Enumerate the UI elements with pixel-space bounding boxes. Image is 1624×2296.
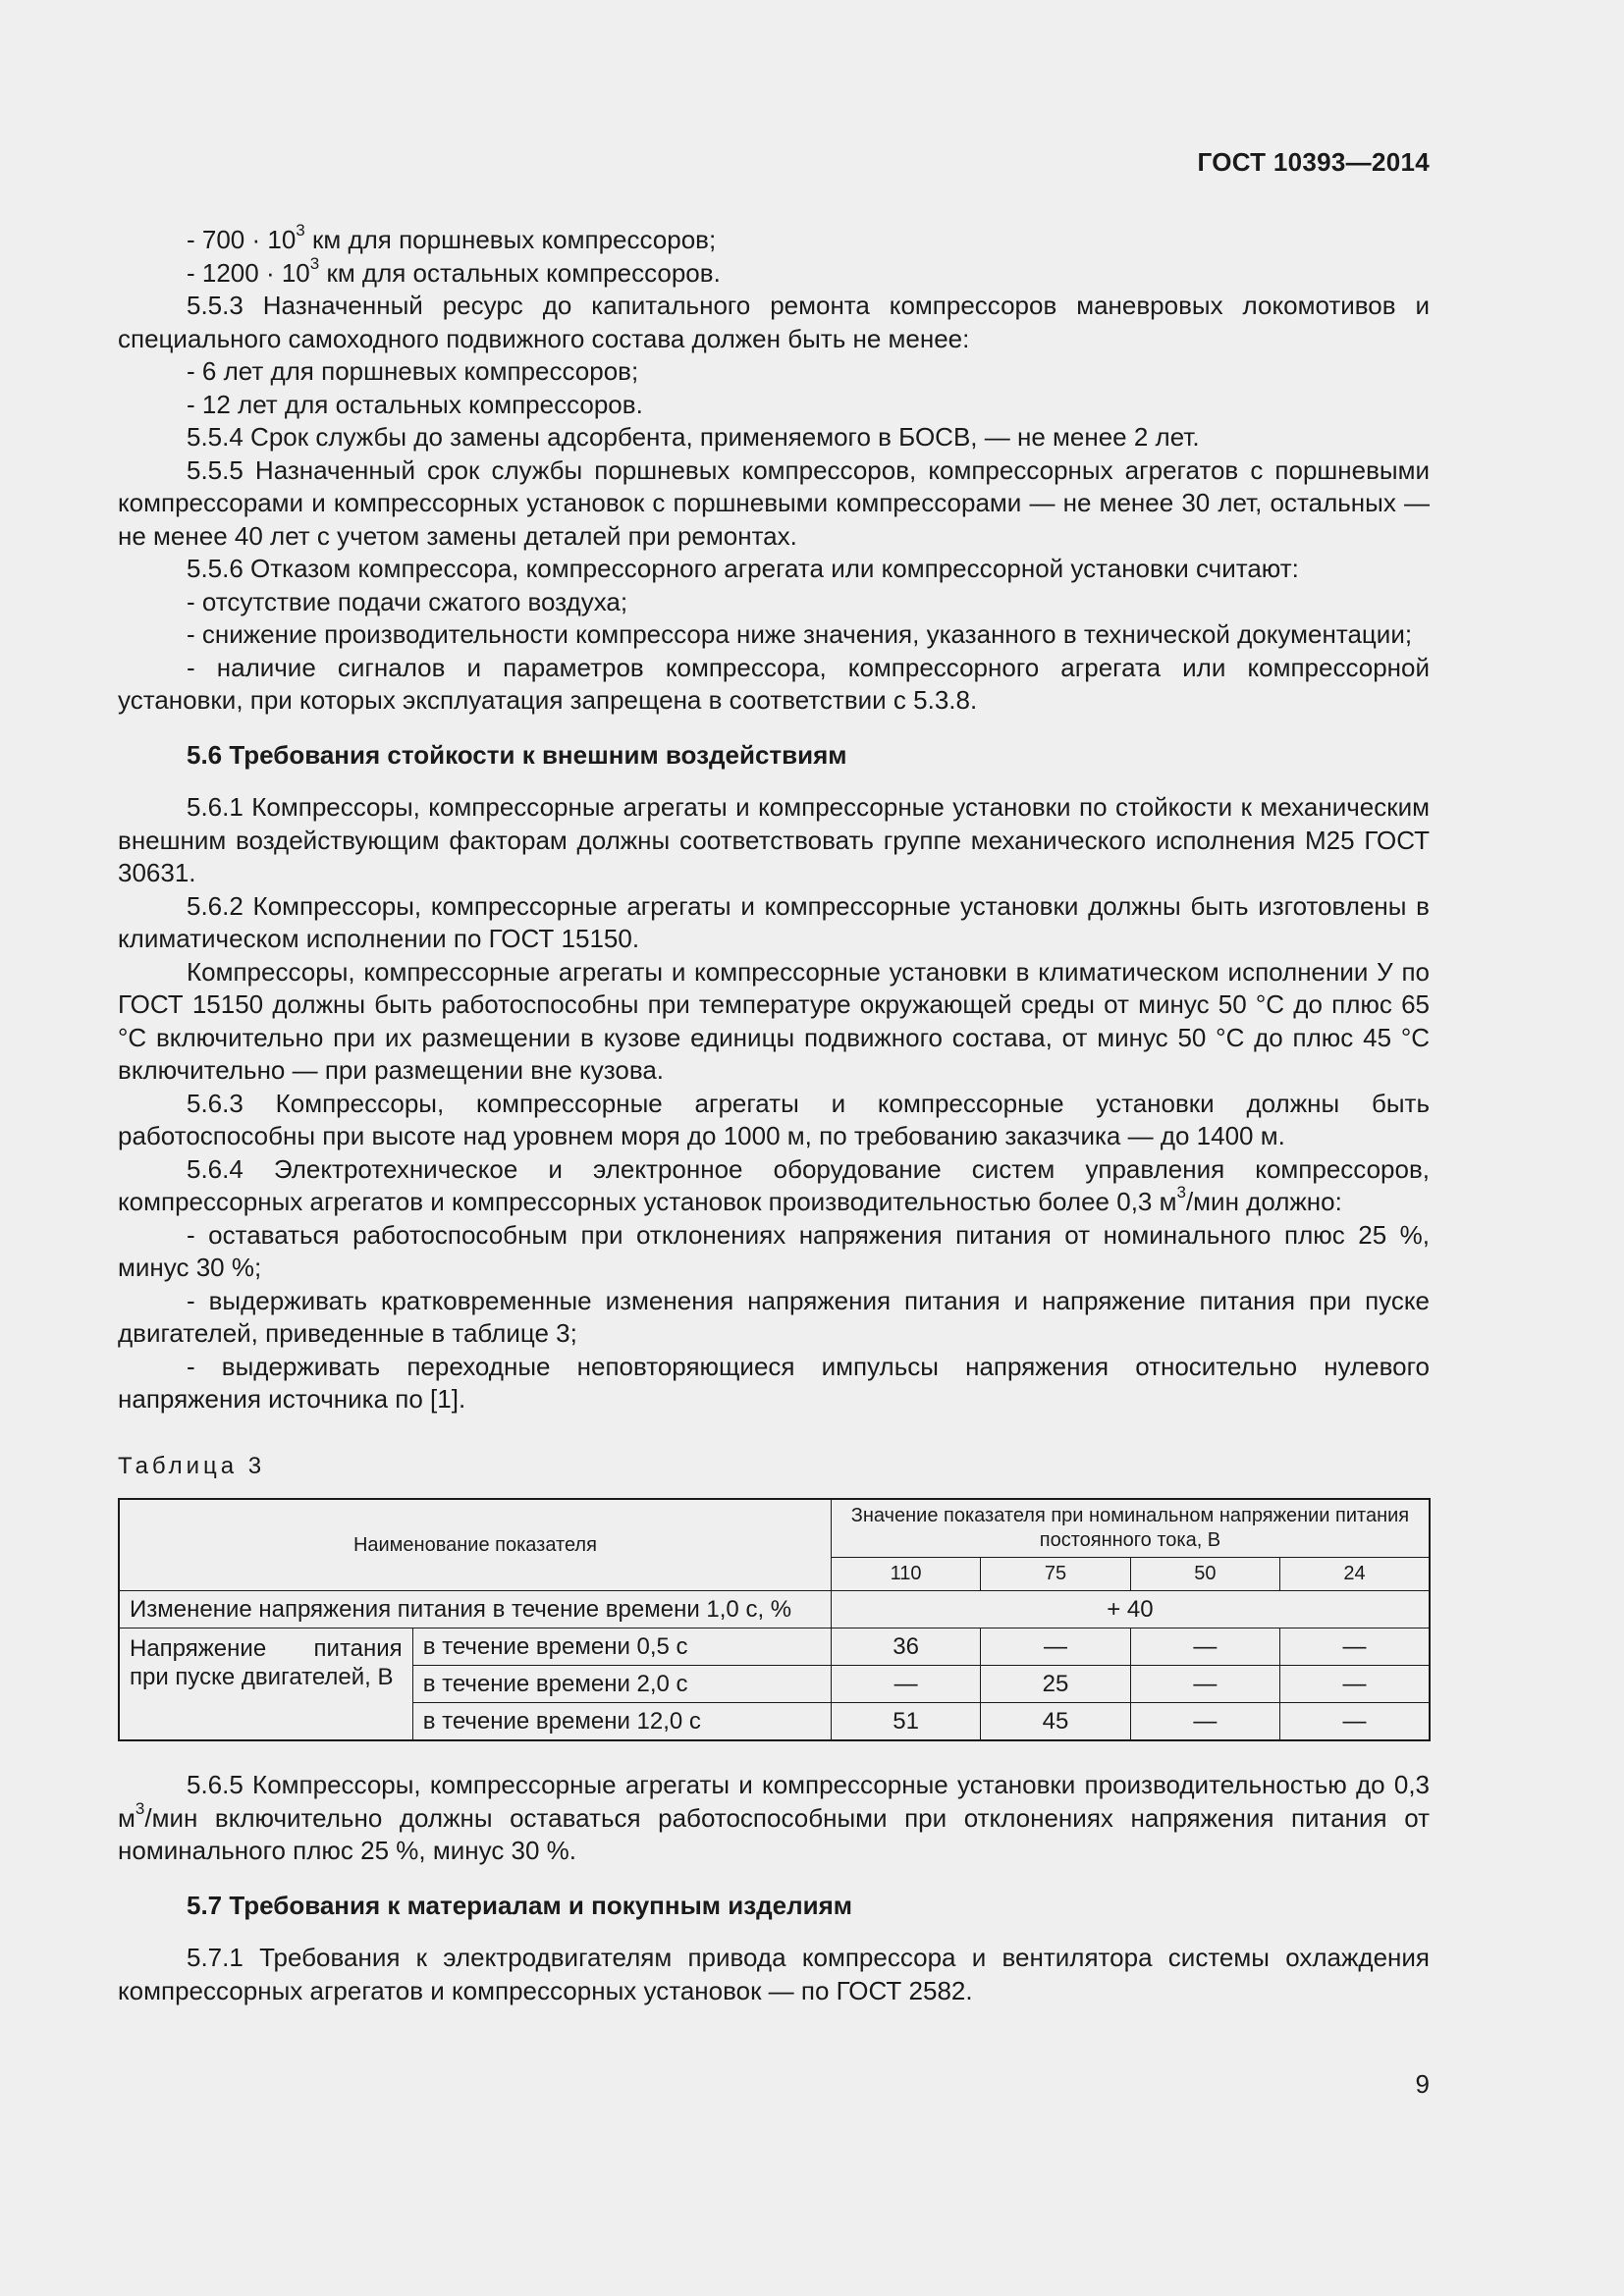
table-row — [119, 1629, 1430, 1666]
cell-value: — — [1130, 1703, 1279, 1741]
cell-value: — — [1130, 1629, 1279, 1666]
row-label: в течение времени 12,0 с — [412, 1703, 831, 1741]
cell-value: + 40 — [831, 1591, 1430, 1629]
row-group-label: Напряжение питания при пуске двигателей, В — [119, 1629, 412, 1741]
row-label: в течение времени 2,0 с — [412, 1666, 831, 1703]
paragraph-5-5-4: 5.5.4 Срок службы до замены адсорбента, применяемого в БОСВ, — не менее 2 лет. — [187, 422, 1200, 452]
column-header-values: Значение показателя при номинальном напряжении питания постоянного тока, В — [831, 1499, 1430, 1558]
paragraph-5-6-5: 5.6.5 Компрессоры, компрессорные агрегаты и компрессорные установки производительностью до 0,3 $м^3$/мин включительно должны оставаться работоспособными при отклонениях напряжения питания от номинального плюс 25 %, минус 30 %. — [118, 1770, 1430, 1865]
cell-value: — — [1130, 1666, 1279, 1703]
row-label: в течение времени 0,5 с — [412, 1629, 831, 1666]
paragraph-5-6-3: 5.6.3 Компрессоры, компрессорные агрегаты и компрессорные установки должны быть работоспособны при высоте над уровнем моря до 1000 м, по требованию заказчика — до 1400 м. — [118, 1088, 1430, 1150]
page-number: 9 — [1415, 2069, 1430, 2099]
table-caption: Таблица 3 — [118, 1452, 266, 1479]
row-label: Изменение напряжения питания в течение времени 1,0 с, % — [119, 1591, 831, 1629]
cell-value: 36 — [831, 1629, 980, 1666]
voltage-header: 75 — [981, 1558, 1130, 1591]
cell-value: — — [831, 1666, 980, 1703]
section-heading-5-7: 5.7 Требования к материалам и покупным изделиям — [187, 1890, 853, 1920]
list-item: - оставаться работоспособным при отклонениях напряжения питания от номинального плюс 25 %, минус 30 %; — [118, 1219, 1430, 1282]
cell-value: — — [981, 1629, 1130, 1666]
list-item: - наличие сигналов и параметров компрессора, компрессорного агрегата или компрессорной установки, при которых эксплуатация запрещена в соответствии с 5.3.8. — [118, 652, 1430, 715]
paragraph-5-5-3: 5.5.3 Назначенный ресурс до капитального ремонта компрессоров маневровых локомотивов и специального самоходного подвижного состава должен быть не менее: — [118, 291, 1430, 353]
table-3 — [118, 1498, 1431, 1741]
voltage-header: 50 — [1130, 1558, 1279, 1591]
list-item: - 12 лет для остальных компрессоров. — [187, 389, 643, 419]
cell-value: — — [1280, 1703, 1430, 1741]
paragraph-5-6-1: 5.6.1 Компрессоры, компрессорные агрегаты и компрессорные установки по стойкости к механическим внешним воздействующим факторам должны соответствовать группе механического исполнения М25 ГОСТ 30631. — [118, 792, 1430, 887]
list-item: - снижение производительности компрессора ниже значения, указанного в технической документации; — [187, 619, 1413, 649]
paragraph-5-6-2-climate: Компрессоры, компрессорные агрегаты и компрессорные установки в климатическом исполнении У по ГОСТ 15150 должны быть работоспособны при температуре окружающей среды от минус 50 °С до плюс 65 °С включительно при их размещении в кузове единицы подвижного состава, от минус 50 °С до плюс 45 °С включительно — при размещении вне кузова. — [118, 956, 1430, 1085]
list-item: - $700 \cdot 10^3$ км для поршневых компрессоров; — [187, 221, 717, 254]
cell-value: — — [1280, 1666, 1430, 1703]
list-item: - отсутствие подачи сжатого воздуха; — [187, 586, 628, 616]
cell-value: 45 — [981, 1703, 1130, 1741]
paragraph-5-6-2: 5.6.2 Компрессоры, компрессорные агрегаты и компрессорные установки должны быть изготовлены в климатическом исполнении по ГОСТ 15150. — [118, 890, 1430, 953]
list-item: - 6 лет для поршневых компрессоров; — [187, 356, 639, 386]
voltage-header: 24 — [1280, 1558, 1430, 1591]
cell-value: — — [1280, 1629, 1430, 1666]
table-row — [119, 1591, 1430, 1629]
paragraph-5-5-5: 5.5.5 Назначенный срок службы поршневых компрессоров, компрессорных агрегатов с поршневыми компрессорами и компрессорных установок с поршневыми компрессорами — не менее 30 лет, остальных — не менее 40 лет с учетом замены деталей при ремонтах. — [118, 454, 1430, 551]
paragraph-5-6-4: 5.6.4 Электротехническое и электронное оборудование систем управления компрессоров, компрессорных агрегатов и компрессорных установок производительностью более 0,3 $м^3$/мин должно: — [118, 1153, 1430, 1216]
document-id-header: ГОСТ 10393—2014 — [1197, 147, 1430, 177]
column-header-name: Наименование показателя — [119, 1499, 831, 1591]
voltage-header: 110 — [831, 1558, 980, 1591]
list-item: - выдерживать кратковременные изменения напряжения питания и напряжение питания при пуске двигателей, приведенные в таблице 3; — [118, 1285, 1430, 1348]
cell-value: 25 — [981, 1666, 1130, 1703]
list-item: - $1200 \cdot 10^3$ км для остальных компрессоров. — [187, 253, 721, 288]
cell-value: 51 — [831, 1703, 980, 1741]
list-item: - выдерживать переходные неповторяющиеся импульсы напряжения относительно нулевого напряжения источника по [1]. — [118, 1351, 1430, 1414]
section-heading-5-6: 5.6 Требования стойкости к внешним воздействиям — [187, 739, 847, 770]
paragraph-5-7-1: 5.7.1 Требования к электродвигателям привода компрессора и вентилятора системы охлаждения компрессорных агрегатов и компрессорных установок — по ГОСТ 2582. — [118, 1943, 1430, 2005]
paragraph-5-5-6: 5.5.6 Отказом компрессора, компрессорного агрегата или компрессорной установки считают: — [187, 554, 1299, 583]
page-body — [118, 221, 1430, 2007]
